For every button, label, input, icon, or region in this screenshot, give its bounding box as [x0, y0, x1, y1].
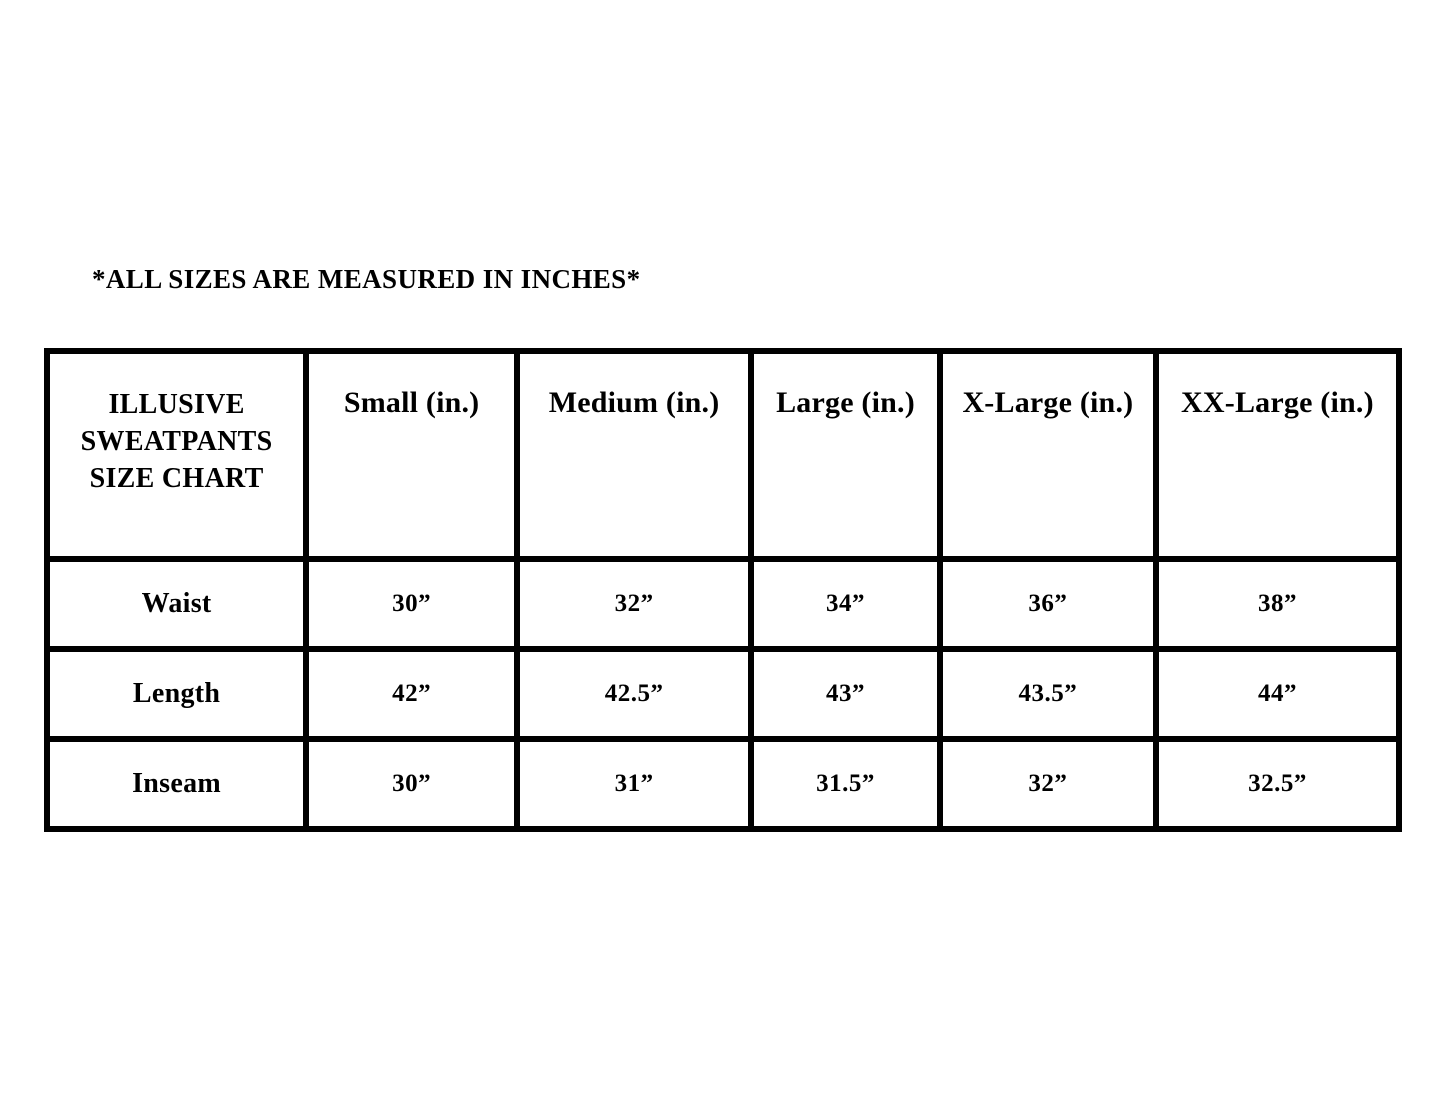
cell-length-small: 42” — [306, 649, 517, 739]
table-row — [47, 739, 1399, 829]
table-header-row — [47, 351, 1399, 559]
cell-waist-large: 34” — [751, 559, 940, 649]
column-header-small: Small (in.) — [306, 351, 517, 559]
column-header-medium: Medium (in.) — [517, 351, 751, 559]
size-chart-container — [44, 348, 1402, 832]
row-label-waist: Waist — [47, 559, 306, 649]
cell-length-medium: 42.5” — [517, 649, 751, 739]
cell-inseam-xxlarge: 32.5” — [1156, 739, 1399, 829]
column-header-large: Large (in.) — [751, 351, 940, 559]
cell-inseam-medium: 31” — [517, 739, 751, 829]
cell-length-xlarge: 43.5” — [940, 649, 1156, 739]
cell-waist-medium: 32” — [517, 559, 751, 649]
table-row — [47, 649, 1399, 739]
cell-length-xxlarge: 44” — [1156, 649, 1399, 739]
table-row — [47, 559, 1399, 649]
chart-title-line-3: SIZE CHART — [89, 463, 264, 495]
chart-title-line-1: ILLUSIVE — [108, 389, 245, 420]
row-label-length: Length — [47, 649, 306, 739]
measurement-units-note: *ALL SIZES ARE MEASURED IN INCHES* — [92, 264, 641, 294]
cell-inseam-large: 31.5” — [751, 739, 940, 829]
cell-length-large: 43” — [751, 649, 940, 739]
column-header-xxlarge: XX-Large (in.) — [1156, 351, 1399, 559]
cell-waist-xlarge: 36” — [940, 559, 1156, 649]
column-header-xlarge: X-Large (in.) — [940, 351, 1156, 559]
cell-waist-xxlarge: 38” — [1156, 559, 1399, 649]
chart-title-line-2: SWEATPANTS — [80, 426, 273, 458]
size-chart-table — [44, 348, 1402, 832]
row-label-inseam: Inseam — [47, 739, 306, 829]
chart-title-cell — [47, 351, 306, 559]
cell-waist-small: 30” — [306, 559, 517, 649]
cell-inseam-xlarge: 32” — [940, 739, 1156, 829]
cell-inseam-small: 30” — [306, 739, 517, 829]
